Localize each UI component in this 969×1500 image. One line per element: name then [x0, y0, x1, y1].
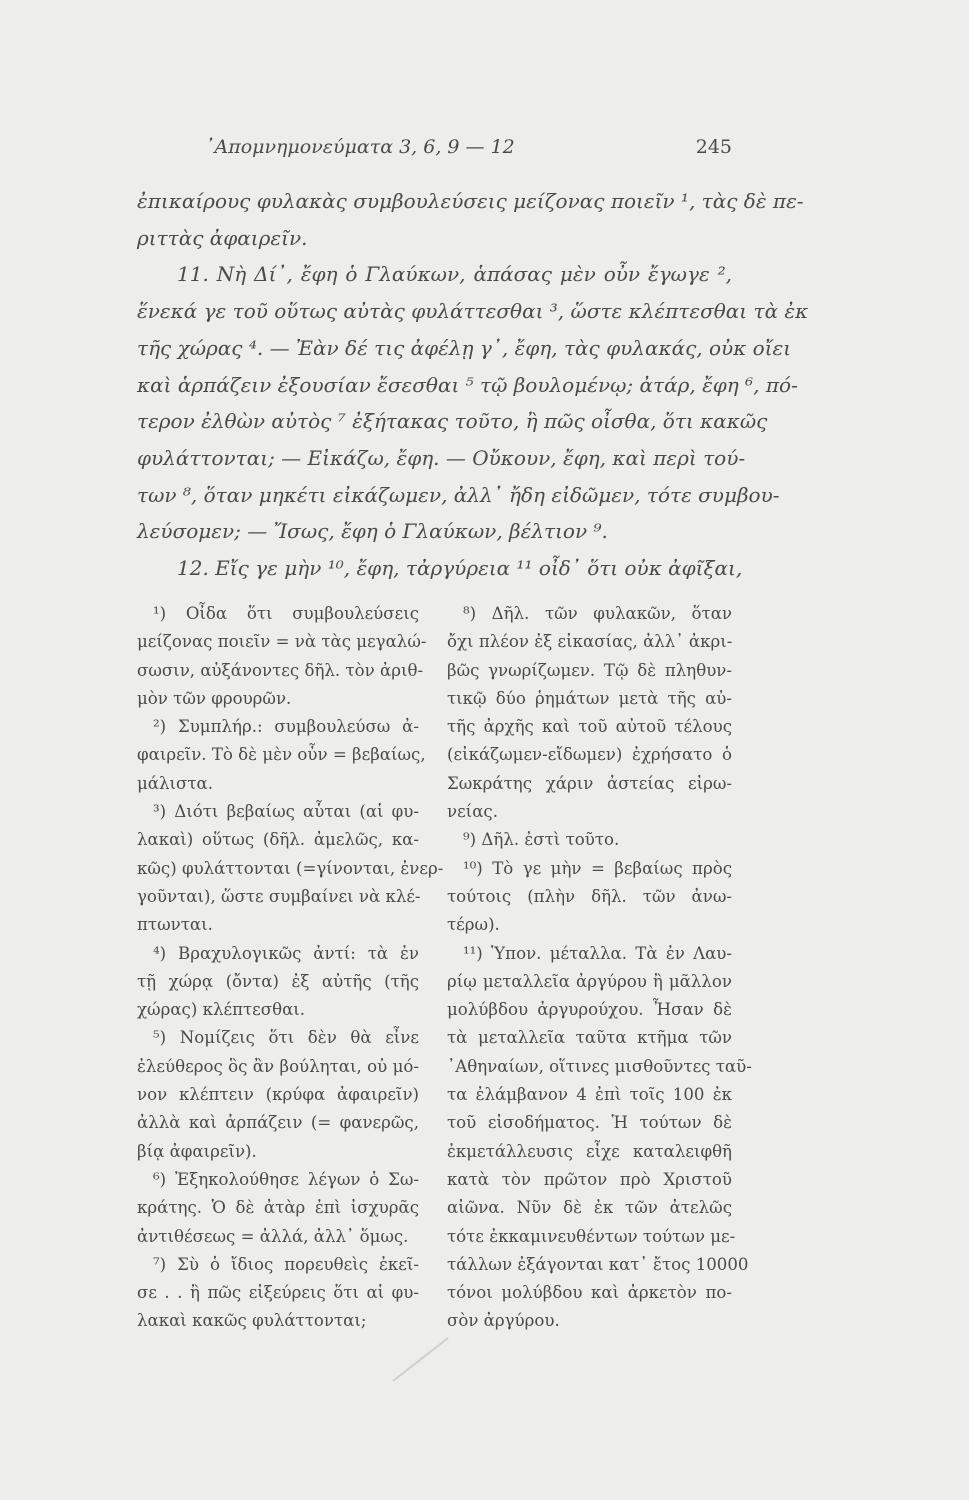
footnote-line: σε . . ἢ πῶς εἰξεύρεις ὅτι αἱ φυ-: [137, 1283, 419, 1303]
footnote-line: μείζονας ποιεῖν = νὰ τὰς μεγαλώ-: [137, 632, 427, 652]
footnote-line: ⁷) Σὺ ὁ ἴδιος πορευθεὶς ἐκεῖ-: [153, 1254, 419, 1274]
footnote-line: ὄχι πλέον ἐξ εἰκασίας, ἀλλ᾿ ἀκρι-: [447, 632, 733, 652]
text-line: τῆς χώρας ⁴. — Ἐὰν δέ τις ἀφέλῃ γ᾿, ἔφη, τὰς φυλακάς, οὐκ οἴει: [137, 335, 792, 360]
footnote-line: νείας.: [447, 802, 498, 822]
footnote-line: τῇ χώρᾳ (ὄντα) ἐξ αὐτῆς (τῆς: [137, 971, 419, 991]
footnote-line: βῶς γνωρίζωμεν. Τῷ δὲ πληθυν-: [447, 660, 732, 680]
running-header: [205, 136, 732, 166]
footnote-line: τέρω).: [447, 915, 500, 935]
footnote-line: ρίῳ μεταλλεῖα ἀργύρου ἢ μᾶλλον: [447, 971, 732, 991]
text-line: των ⁸, ὅταν μηκέτι εἰκάζωμεν, ἀλλ᾿ ἤδη εἰδῶμεν, τότε συμβου-: [137, 482, 780, 507]
footnote-line: ¹¹) Ὑπον. μέταλλα. Τὰ ἐν Λαυ-: [463, 943, 732, 963]
footnote-line: Σωκράτης χάριν ἀστείας εἰρω-: [447, 773, 732, 793]
footnote-line: ἐκμετάλλευσις εἶχε καταλειφθῆ: [447, 1141, 732, 1161]
footnote-line: ⁵) Νομίζεις ὅτι δὲν θὰ εἶνε: [153, 1028, 419, 1048]
footnote-line: βίᾳ ἀφαιρεῖν).: [137, 1141, 257, 1161]
footnote-line: τῆς ἀρχῆς καὶ τοῦ αὐτοῦ τέλους: [447, 717, 732, 737]
page-number: 245: [695, 136, 732, 158]
footnote-line: φαιρεῖν. Τὸ δὲ μὲν οὖν = βεβαίως,: [137, 745, 426, 765]
footnote-line: σωσιν, αὐξάνοντες δῆλ. τὸν ἀριθ-: [137, 660, 424, 680]
text-line: φυλάττονται; — Εἰκάζω, ἔφη. — Οὔκουν, ἔφη, καὶ περὶ τού-: [137, 445, 746, 470]
footnotes-left-column: [137, 600, 444, 1336]
main-text: [137, 183, 809, 587]
text-line: 11. Νὴ Δί᾿, ἔφη ὁ Γλαύκων, ἁπάσας μὲν οὖν ἔγωγε ²,: [177, 262, 732, 287]
footnote-line: (εἰκάζωμεν-εἴδωμεν) ἐχρήσατο ὁ: [447, 745, 732, 765]
footnote-line: ³) Διότι βεβαίως αὗται (αἱ φυ-: [153, 802, 419, 822]
footnote-line: ἐλεύθερος ὃς ἂν βούληται, οὐ μό-: [137, 1056, 419, 1076]
footnote-line: τούτοις (πλὴν δῆλ. τῶν ἀνω-: [447, 886, 732, 906]
footnote-line: μὸν τῶν φρουρῶν.: [137, 688, 292, 708]
pencil-mark: [392, 1337, 448, 1382]
footnotes-right-column: [447, 600, 752, 1336]
footnote-line: τὰ μεταλλεῖα ταῦτα κτῆμα τῶν: [447, 1028, 732, 1048]
footnote-line: πτωνται.: [137, 915, 213, 935]
running-title: ᾿Απομνημονεύματα 3, 6, 9 — 12: [205, 136, 515, 158]
footnote-line: ⁸) Δῆλ. τῶν φυλακῶν, ὅταν: [463, 604, 732, 623]
footnote-line: μάλιστα.: [137, 773, 214, 793]
footnote-line: ⁴) Βραχυλογικῶς ἀντί: τὰ ἐν: [153, 943, 419, 963]
footnote-line: τοῦ εἰσοδήματος. Ἡ τούτων δὲ: [447, 1113, 732, 1133]
footnote-line: ᾿Αθηναίων, οἵτινες μισθοῦντες ταῦ-: [447, 1056, 752, 1076]
footnote-line: νον κλέπτειν (κρύφα ἀφαιρεῖν): [137, 1085, 419, 1105]
footnote-line: ¹⁰) Τὸ γε μὴν = βεβαίως πρὸς: [463, 858, 732, 878]
text-line: 12. Εἴς γε μὴν ¹⁰, ἔφη, τἀργύρεια ¹¹ οἶδ᾿ ὅτι οὐκ ἀφῖξαι,: [177, 556, 743, 581]
text-line: καὶ ἁρπάζειν ἐξουσίαν ἔσεσθαι ⁵ τῷ βουλομένῳ; ἀτάρ, ἔφη ⁶, πό-: [137, 372, 798, 397]
footnote-line: λακαὶ) οὕτως (δῆλ. ἀμελῶς, κα-: [137, 830, 419, 850]
footnote-line: ἀλλὰ καὶ ἁρπάζειν (= φανερῶς,: [137, 1113, 419, 1133]
footnote-line: ¹) Οἶδα ὅτι συμβουλεύσεις: [153, 604, 419, 623]
footnote-line: τότε ἐκκαμινευθέντων τούτων με-: [447, 1226, 736, 1246]
footnote-line: τικῷ δύο ῥημάτων μετὰ τῆς αὐ-: [447, 688, 732, 708]
footnote-line: κατὰ τὸν πρῶτον πρὸ Χριστοῦ: [447, 1169, 732, 1189]
footnote-line: χώρας) κλέπτεσθαι.: [137, 1000, 306, 1020]
footnote-line: ²) Συμπλήρ.: συμβουλεύσω ἀ-: [153, 717, 419, 737]
footnote-line: κράτης. Ὁ δὲ ἀτὰρ ἐπὶ ἰσχυρᾶς: [137, 1198, 419, 1218]
text-line: ἕνεκά γε τοῦ οὕτως αὐτὰς φυλάττεσθαι ³, ὥστε κλέπτεσθαι τὰ ἐκ: [137, 299, 809, 324]
text-line: τερον ἐλθὼν αὐτὸς ⁷ ἐξήτακας τοῦτο, ἢ πῶς οἶσθα, ὅτι κακῶς: [137, 409, 768, 434]
text-line: ριττὰς ἀφαιρεῖν.: [137, 225, 308, 250]
footnote-line: γοῦνται), ὥστε συμβαίνει νὰ κλέ-: [137, 886, 421, 906]
text-line: λεύσομεν; — Ἴσως, ἔφη ὁ Γλαύκων, βέλτιον ⁹.: [137, 519, 608, 544]
footnote-line: κῶς) φυλάττονται (=γίνονται, ἐνερ-: [137, 858, 444, 878]
footnote-line: μολύβδου ἀργυρούχου. Ἦσαν δὲ: [447, 1000, 732, 1020]
text-line: ἐπικαίρους φυλακὰς συμβουλεύσεις μείζονας ποιεῖν ¹, τὰς δὲ πε-: [137, 189, 804, 213]
footnote-line: ⁶) Ἐξηκολούθησε λέγων ὁ Σω-: [153, 1169, 419, 1189]
footnote-line: τόνοι μολύβδου καὶ ἀρκετὸν πο-: [447, 1283, 732, 1303]
footnote-line: σὸν ἀργύρου.: [447, 1311, 560, 1331]
footnote-line: αἰῶνα. Νῦν δὲ ἐκ τῶν ἀτελῶς: [447, 1198, 732, 1218]
footnote-line: ⁹) Δῆλ. ἐστὶ τοῦτο.: [463, 830, 620, 850]
footnote-line: τα ἐλάμβανον 4 ἐπὶ τοῖς 100 ἐκ: [447, 1085, 732, 1105]
footnote-line: τάλλων ἐξάγονται κατ᾿ ἔτος 10000: [447, 1254, 749, 1274]
footnote-line: λακαὶ κακῶς φυλάττονται;: [137, 1311, 367, 1331]
footnote-line: ἀντιθέσεως = ἀλλά, ἀλλ᾿ ὅμως.: [137, 1226, 409, 1246]
